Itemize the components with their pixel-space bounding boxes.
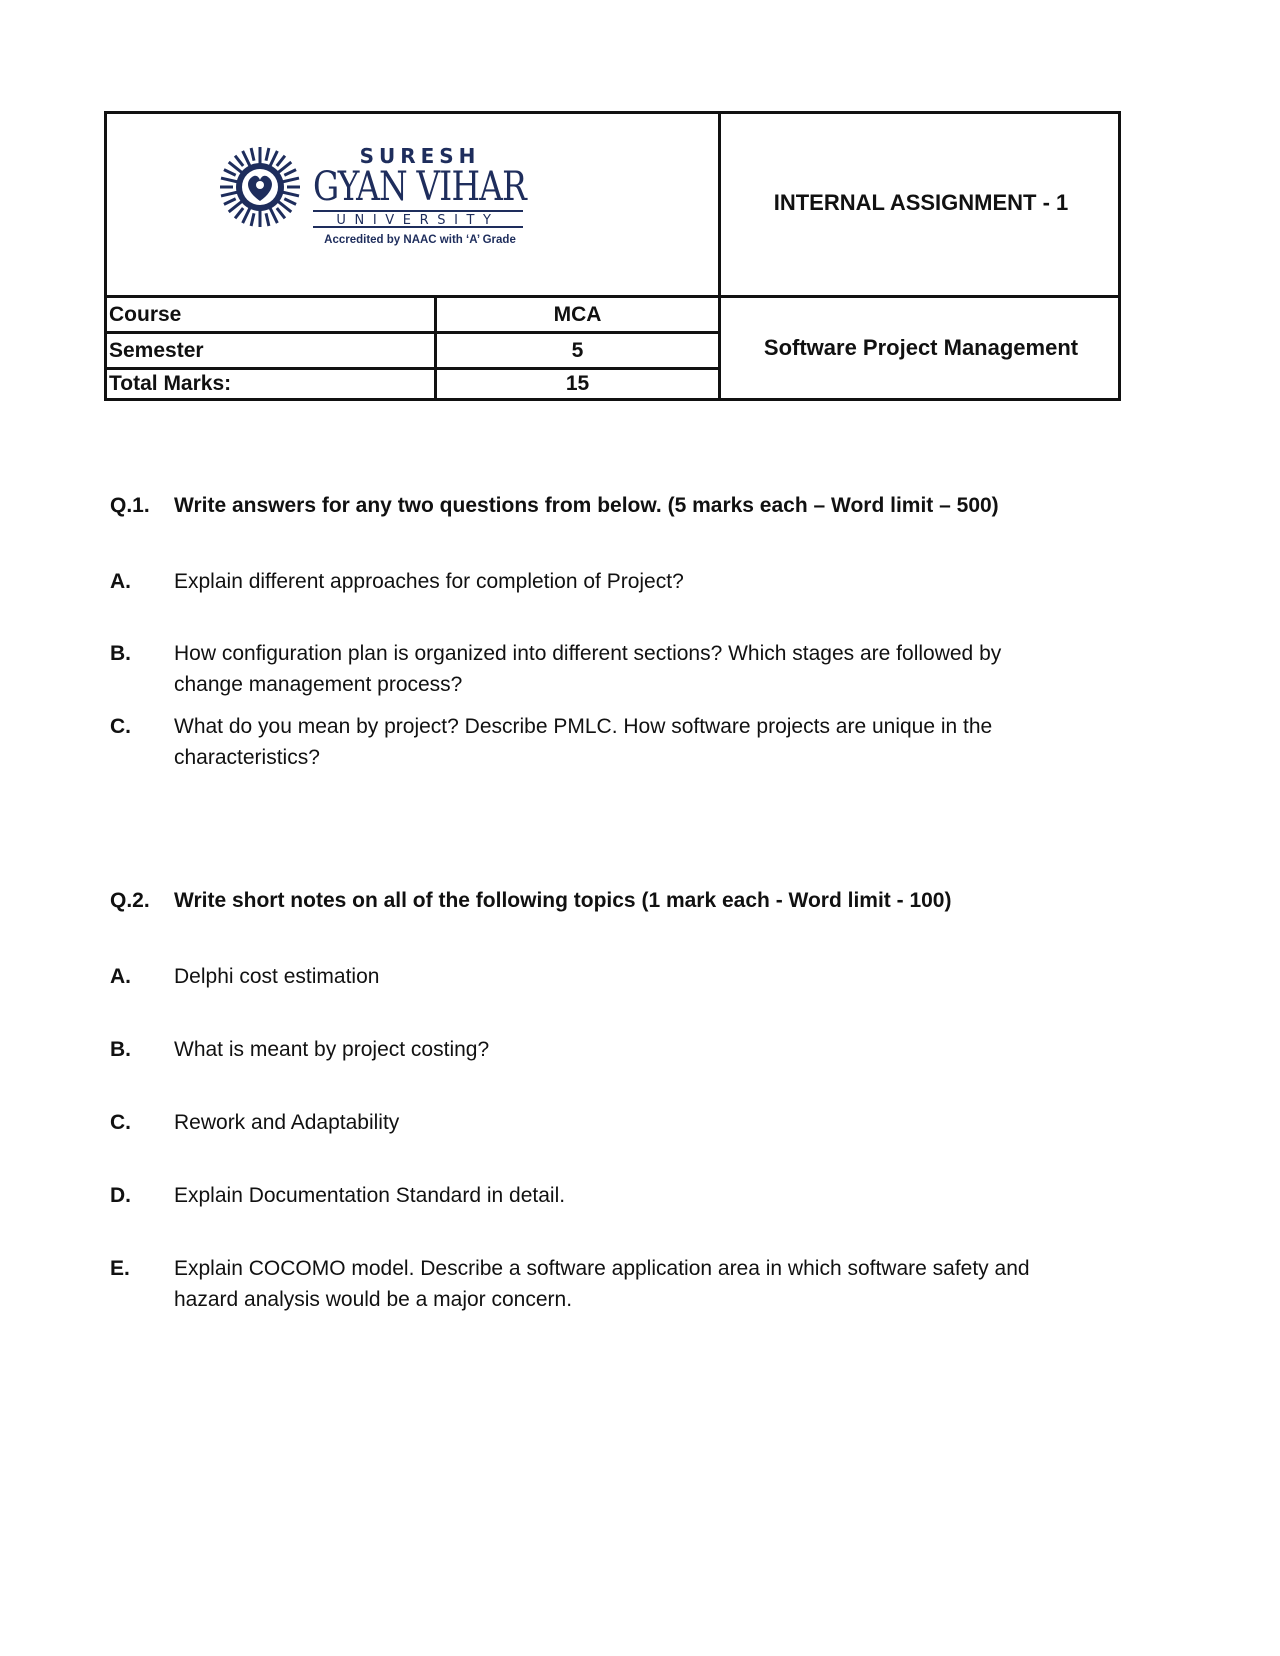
logo-cell (107, 114, 718, 295)
item-text: Rework and Adaptability (174, 1111, 400, 1134)
item-text: Explain different approaches for completion of Project? (174, 570, 684, 593)
logo-text-university: UNIVERSITY (313, 210, 523, 228)
info-label: Course (109, 303, 182, 326)
info-row-semester (107, 334, 718, 367)
course-info-table (107, 298, 718, 398)
item-letter: B. (110, 1038, 131, 1061)
assignment-title: INTERNAL ASSIGNMENT - 1 (773, 189, 1069, 215)
item-letter: B. (110, 642, 131, 665)
info-value: MCA (553, 303, 602, 326)
info-value: 15 (565, 372, 590, 395)
question-instruction: Write answers for any two questions from below. (5 marks each – Word limit – 500) (174, 494, 999, 517)
university-logo (219, 146, 529, 256)
info-row-total-marks (107, 367, 718, 400)
item-text: What is meant by project costing? (174, 1038, 490, 1061)
item-text: Explain COCOMO model. Describe a software application area in which software safety and hazard analysis would be a major concern. (174, 1257, 1030, 1311)
item-letter: C. (110, 1111, 131, 1134)
info-label: Semester (109, 339, 204, 362)
item-text: Explain Documentation Standard in detail. (174, 1184, 566, 1207)
info-value: 5 (571, 339, 584, 362)
header-table (104, 111, 1121, 401)
item-text: How configuration plan is organized into different sections? Which stages are followed by change management process? (174, 642, 1002, 696)
item-letter: A. (110, 965, 131, 988)
question-instruction: Write short notes on all of the following topics (1 mark each - Word limit - 100) (174, 889, 952, 912)
logo-text-gyan-vihar: GYAN VIHAR (313, 164, 526, 210)
info-label: Total Marks: (109, 372, 232, 395)
item-letter: A. (110, 570, 131, 593)
question-number: Q.2. (110, 889, 150, 912)
item-letter: D. (110, 1184, 131, 1207)
question-number: Q.1. (110, 494, 150, 517)
logo-text-suresh: SURESH (359, 144, 481, 168)
subject-title: Software Project Management (763, 335, 1079, 360)
item-letter: E. (110, 1257, 130, 1280)
item-letter: C. (110, 715, 131, 738)
item-text: What do you mean by project? Describe PMLC. How software projects are unique in the characteristics? (174, 715, 993, 769)
info-row-course (107, 298, 718, 331)
university-emblem-icon (219, 146, 301, 228)
item-text: Delphi cost estimation (174, 965, 380, 988)
logo-accreditation: Accredited by NAAC with ‘A’ Grade (324, 234, 516, 246)
